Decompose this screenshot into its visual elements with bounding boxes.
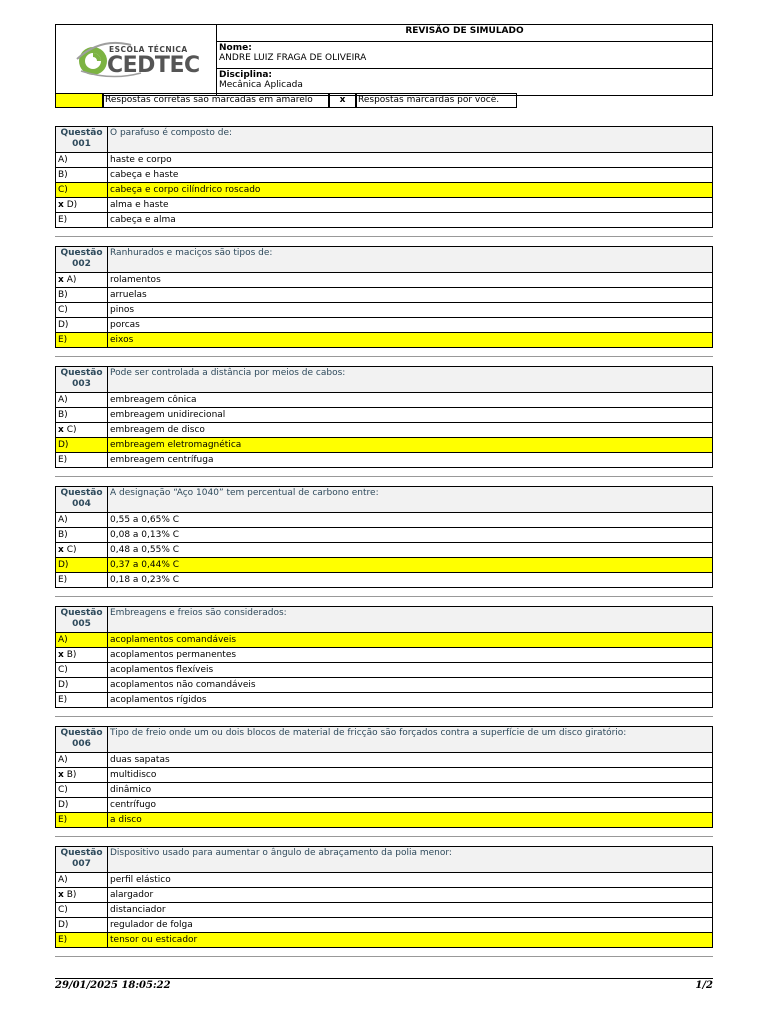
question-header-row [56, 847, 713, 873]
option-text: embreagem cônica [108, 393, 713, 408]
question-block [55, 606, 713, 708]
option-row [56, 153, 713, 168]
footer-page-number: 1/2 [695, 980, 713, 991]
logo-cell [56, 25, 217, 96]
question-header-row [56, 487, 713, 513]
question-number-value: 006 [72, 739, 91, 749]
option-letter: B) [66, 890, 77, 900]
option-letter: D) [58, 800, 69, 810]
question-separator [55, 836, 713, 837]
option-letter-cell [56, 408, 108, 423]
question-block [55, 486, 713, 588]
option-text: embreagem de disco [108, 423, 713, 438]
legend [55, 93, 515, 108]
option-row [56, 888, 713, 903]
option-row [56, 303, 713, 318]
question-number [56, 727, 108, 753]
question-number [56, 127, 108, 153]
option-letter: E) [58, 815, 68, 825]
option-letter: A) [58, 395, 68, 405]
question-number-value: 004 [72, 499, 91, 509]
option-letter-cell [56, 423, 108, 438]
option-row [56, 648, 713, 663]
question-table [55, 726, 713, 828]
question-block [55, 126, 713, 228]
header-table [55, 24, 713, 96]
question-number [56, 367, 108, 393]
question-table [55, 246, 713, 348]
option-letter-cell [56, 273, 108, 288]
option-letter: C) [66, 425, 77, 435]
option-text: 0,48 a 0,55% C [108, 543, 713, 558]
option-letter-cell [56, 543, 108, 558]
question-text: Pode ser controlada a distância por meios de cabos: [108, 367, 713, 393]
question-block [55, 726, 713, 828]
option-letter-cell [56, 288, 108, 303]
option-letter-cell [56, 183, 108, 198]
question-number-value: 007 [72, 859, 91, 869]
question-number [56, 847, 108, 873]
option-letter-cell [56, 798, 108, 813]
option-letter: C) [66, 545, 77, 555]
option-letter-cell [56, 873, 108, 888]
option-letter: C) [58, 665, 68, 675]
question-header-row [56, 127, 713, 153]
option-text: acoplamentos comandáveis [108, 633, 713, 648]
option-text: cabeça e haste [108, 168, 713, 183]
option-letter: B) [58, 410, 68, 420]
option-text: eixos [108, 333, 713, 348]
option-row-correct [56, 438, 713, 453]
option-letter-cell [56, 678, 108, 693]
option-row [56, 783, 713, 798]
option-letter-cell [56, 768, 108, 783]
option-row-correct [56, 333, 713, 348]
option-text: a disco [108, 813, 713, 828]
option-text: alma e haste [108, 198, 713, 213]
option-row-correct [56, 558, 713, 573]
option-letter: B) [58, 530, 68, 540]
option-text: haste e corpo [108, 153, 713, 168]
header [55, 24, 713, 96]
option-letter-cell [56, 333, 108, 348]
option-row [56, 573, 713, 588]
selected-mark: x [58, 890, 64, 900]
option-row [56, 393, 713, 408]
option-letter-cell [56, 303, 108, 318]
page-title: REVISÃO DE SIMULADO [217, 25, 713, 42]
option-letter-cell [56, 693, 108, 708]
option-letter: E) [58, 695, 68, 705]
selected-mark: x [58, 650, 64, 660]
option-letter: E) [58, 215, 68, 225]
option-letter-cell [56, 453, 108, 468]
legend-correct-text: Respostas corretas são marcadas em amarelo [102, 93, 330, 108]
option-letter-cell [56, 663, 108, 678]
question-text: Embreagens e freios são considerados: [108, 607, 713, 633]
option-text: alargador [108, 888, 713, 903]
option-letter-cell [56, 783, 108, 798]
option-text: perfil elástico [108, 873, 713, 888]
option-letter: D) [58, 560, 69, 570]
option-letter: E) [58, 455, 68, 465]
question-block [55, 846, 713, 948]
footer-datetime: 29/01/2025 18:05:22 [55, 980, 171, 991]
option-letter-cell [56, 633, 108, 648]
option-text: 0,55 a 0,65% C [108, 513, 713, 528]
option-letter: D) [58, 920, 69, 930]
option-letter-cell [56, 753, 108, 768]
option-text: embreagem eletromagnética [108, 438, 713, 453]
option-letter: A) [58, 155, 68, 165]
option-letter-cell [56, 198, 108, 213]
question-table [55, 606, 713, 708]
option-letter-cell [56, 318, 108, 333]
question-number-value: 002 [72, 259, 91, 269]
question-label: Questão [60, 248, 103, 258]
subject-label: Disciplina: [219, 70, 273, 80]
option-text: duas sapatas [108, 753, 713, 768]
option-row-correct [56, 933, 713, 948]
question-number-value: 005 [72, 619, 91, 629]
option-letter: C) [58, 905, 68, 915]
option-row [56, 213, 713, 228]
question-number [56, 487, 108, 513]
option-text: multidisco [108, 768, 713, 783]
option-row [56, 798, 713, 813]
question-label: Questão [60, 488, 103, 498]
question-separator [55, 476, 713, 477]
question-text: Dispositivo usado para aumentar o ângulo de abraçamento da polia menor: [108, 847, 713, 873]
option-letter-cell [56, 648, 108, 663]
question-separator [55, 956, 713, 957]
question-separator [55, 236, 713, 237]
question-text: O parafuso é composto de: [108, 127, 713, 153]
option-letter: D) [66, 200, 78, 210]
selected-mark: x [58, 770, 64, 780]
name-cell [217, 42, 713, 69]
selected-mark: x [58, 425, 64, 435]
question-block [55, 246, 713, 348]
option-text: acoplamentos flexíveis [108, 663, 713, 678]
option-letter: B) [66, 650, 77, 660]
option-letter: C) [58, 305, 68, 315]
question-header-row [56, 727, 713, 753]
question-table [55, 126, 713, 228]
question-header-row [56, 247, 713, 273]
subject-value: Mecânica Aplicada [219, 80, 303, 90]
option-text: acoplamentos permanentes [108, 648, 713, 663]
option-row-correct [56, 183, 713, 198]
selected-mark: x [58, 200, 64, 210]
option-text: pinos [108, 303, 713, 318]
option-letter-cell [56, 558, 108, 573]
option-letter: E) [58, 935, 68, 945]
question-number-value: 001 [72, 139, 91, 149]
legend-marked-text: Respostas marcardas por você. [355, 93, 517, 108]
option-letter: A) [58, 755, 68, 765]
question-text: Ranhurados e maciços são tipos de: [108, 247, 713, 273]
option-letter: A) [58, 515, 68, 525]
option-letter-cell [56, 168, 108, 183]
option-row [56, 678, 713, 693]
question-separator [55, 596, 713, 597]
option-text: 0,37 a 0,44% C [108, 558, 713, 573]
option-row [56, 693, 713, 708]
subject-cell [217, 69, 713, 96]
legend-correct-swatch [55, 93, 104, 108]
option-row [56, 198, 713, 213]
option-text: regulador de folga [108, 918, 713, 933]
question-text: A designação “Aço 1040” tem percentual de carbono entre: [108, 487, 713, 513]
option-letter: A) [66, 275, 77, 285]
question-separator [55, 716, 713, 717]
option-text: acoplamentos rígidos [108, 693, 713, 708]
option-text: cabeça e alma [108, 213, 713, 228]
option-row [56, 918, 713, 933]
option-text: cabeça e corpo cilíndrico roscado [108, 183, 713, 198]
option-letter: B) [58, 170, 68, 180]
option-letter: E) [58, 575, 68, 585]
option-letter: D) [58, 680, 69, 690]
option-letter-cell [56, 903, 108, 918]
option-row [56, 408, 713, 423]
option-letter: A) [58, 635, 68, 645]
cedtec-logo [71, 37, 201, 83]
option-text: 0,18 a 0,23% C [108, 573, 713, 588]
option-row [56, 543, 713, 558]
footer-divider [55, 978, 713, 979]
question-table [55, 846, 713, 948]
question-header-row [56, 607, 713, 633]
option-row [56, 453, 713, 468]
option-row-correct [56, 633, 713, 648]
option-text: 0,08 a 0,13% C [108, 528, 713, 543]
question-label: Questão [60, 368, 103, 378]
option-text: porcas [108, 318, 713, 333]
selected-mark: x [58, 275, 64, 285]
option-text: embreagem centrífuga [108, 453, 713, 468]
option-letter: B) [58, 290, 68, 300]
option-letter-cell [56, 513, 108, 528]
option-row [56, 903, 713, 918]
option-text: distanciador [108, 903, 713, 918]
option-letter-cell [56, 813, 108, 828]
question-block [55, 366, 713, 468]
option-letter-cell [56, 573, 108, 588]
name-label: Nome: [219, 43, 252, 53]
option-letter: C) [58, 785, 68, 795]
logo-school-text: ESCOLA TÉCNICA [109, 45, 188, 54]
option-letter: C) [58, 185, 68, 195]
option-letter: A) [58, 875, 68, 885]
option-row-correct [56, 813, 713, 828]
question-number-value: 003 [72, 379, 91, 389]
option-row [56, 528, 713, 543]
option-row [56, 273, 713, 288]
option-row [56, 513, 713, 528]
option-letter-cell [56, 213, 108, 228]
question-table [55, 486, 713, 588]
question-separator [55, 356, 713, 357]
question-label: Questão [60, 608, 103, 618]
option-text: tensor ou esticador [108, 933, 713, 948]
option-text: rolamentos [108, 273, 713, 288]
option-letter-cell [56, 393, 108, 408]
option-letter-cell [56, 888, 108, 903]
option-row [56, 288, 713, 303]
question-number [56, 607, 108, 633]
question-number [56, 247, 108, 273]
option-row [56, 318, 713, 333]
option-row [56, 768, 713, 783]
option-row [56, 168, 713, 183]
option-letter-cell [56, 153, 108, 168]
option-letter: B) [66, 770, 77, 780]
option-row [56, 753, 713, 768]
option-letter: D) [58, 440, 69, 450]
option-letter: E) [58, 335, 68, 345]
option-letter-cell [56, 918, 108, 933]
option-letter-cell [56, 438, 108, 453]
question-text: Tipo de freio onde um ou dois blocos de material de fricção são forçados contra a superfície de um disco giratório: [108, 727, 713, 753]
logo-brand-text: CEDTEC [107, 53, 200, 78]
question-label: Questão [60, 728, 103, 738]
option-row [56, 423, 713, 438]
option-text: dinâmico [108, 783, 713, 798]
option-letter: D) [58, 320, 69, 330]
question-label: Questão [60, 848, 103, 858]
question-header-row [56, 367, 713, 393]
legend-mark-symbol: x [328, 93, 357, 108]
question-label: Questão [60, 128, 103, 138]
option-letter-cell [56, 528, 108, 543]
option-row [56, 663, 713, 678]
selected-mark: x [58, 545, 64, 555]
option-letter-cell [56, 933, 108, 948]
option-text: arruelas [108, 288, 713, 303]
option-text: acoplamentos não comandáveis [108, 678, 713, 693]
option-row [56, 873, 713, 888]
question-table [55, 366, 713, 468]
option-text: centrífugo [108, 798, 713, 813]
option-text: embreagem unidirecional [108, 408, 713, 423]
student-name: ANDRE LUIZ FRAGA DE OLIVEIRA [219, 53, 367, 63]
